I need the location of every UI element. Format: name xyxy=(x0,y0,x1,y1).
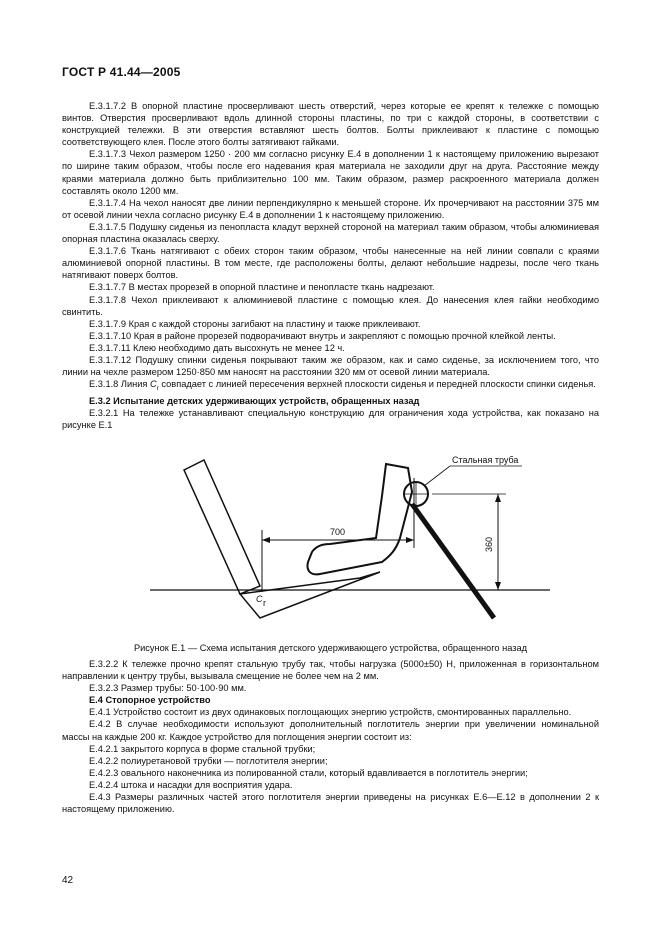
paragraph-e422: Е.4.2.2 полиуретановой трубки — поглотителя энергии; xyxy=(89,755,328,766)
paragraph-e3177: Е.3.1.7.7 В местах прорезей в опорной пластине и пенопласте ткань надрезают. xyxy=(89,282,435,293)
paragraph-e3172: Е.3.1.7.2 В опорной пластине просверливают шесть отверстий, через которые ее крепят к тележке с помощью винтов. Отверстия просверливают вдоль длинной стороны пластины, по три с каждой стороны, в соответствии с конструкцией тележки. В эти отверстия вставляют шесть болтов. Болты приклеивают к пластине с помощью соответствующего клея. После этого болты затягивают гайками. xyxy=(62,101,599,148)
paragraph-e31712: Е.3.1.7.12 Подушку спинки сиденья покрывают таким же образом, как и само сиденье, за исключением того, что линии на чехле размером 1250·850 мм наносят на расстоянии 320 мм от осевой линии материала. xyxy=(62,354,599,378)
paragraph-e31710: Е.3.1.7.10 Края в районе прорезей подворачивают внутрь и закрепляют с помощью прочной клейкой ленты. xyxy=(89,330,556,341)
dim-360-arrow-top xyxy=(495,494,501,502)
paragraph-e3178: Е.3.1.7.8 Чехол приклеивают к алюминиевой пластине с помощью клея. До нанесения клея гайки необходимо свинтить. xyxy=(62,294,599,317)
figure-e1 xyxy=(150,448,550,630)
paragraph-e322: Е.3.2.2 К тележке прочно крепят стальную трубу так, чтобы нагрузка (5000±50) Н, приложенная в горизонтальном направлении к центру трубы, вызывала смещение не более чем на 2 мм. xyxy=(62,659,599,682)
bottom-text-block xyxy=(62,658,599,815)
top-text-block xyxy=(62,100,599,431)
paragraph-e43: Е.4.3 Размеры различных частей этого поглотителя энергии приведены на рисунках Е.6—Е.12 в дополнении 2 к настоящему приложению. xyxy=(62,792,599,815)
pipe-label: Стальная труба xyxy=(452,455,519,465)
paragraph-e424: Е.4.2.4 штока и насадки для восприятия удара. xyxy=(89,779,293,790)
dim-700-label: 700 xyxy=(330,527,346,537)
dim-700-arrow-left xyxy=(262,537,270,543)
paragraph-e41: Е.4.1 Устройство состоит из двух одинаковых поглощающих энергию устройств, смонтированных параллельно. xyxy=(89,707,572,718)
paragraph-e3173: Е.3.1.7.3 Чехол размером 1250 · 200 мм согласно рисунку Е.4 в дополнении 1 к настоящему приложению вырезают по ширине таким образом, чтобы после его надевания края материала не заходили друг на друга. Расстояние между краями материала должно быть приблизительно 100 мм. Таким образом, размер раскроенного материала должен составлять около 1200 мм. xyxy=(62,149,599,196)
paragraph-e3179: Е.3.1.7.9 Края с каждой стороны загибают на пластину и также приклеивают. xyxy=(89,318,421,329)
child-seat xyxy=(308,464,413,574)
paragraph-e31711: Е.3.1.7.11 Клею необходимо дать высохнуть не менее 12 ч. xyxy=(89,342,345,353)
paragraph-e321: Е.3.2.1 На тележке устанавливают специальную конструкцию для ограничения хода устройства, как показано на рисунке Е.1 xyxy=(62,408,599,431)
paragraph-e3176: Е.3.1.7.6 Ткань натягивают с обеих сторон таким образом, чтобы нанесенные на ней линии совпали с краями алюминиевой опорной пластины. В том месте, где расположены болты, делают небольшие надрезы, после чего ткань натягивают поверх болтов. xyxy=(62,246,599,281)
cr-text-after: совпадает с линией пересечения верхней плоскости сиденья и передней плоскости спинки сиденья. xyxy=(158,379,596,390)
paragraph-e3174: Е.3.1.7.4 На чехол наносят две линии перпендикулярно к меньшей стороне. Их прочерчивают на расстоянии 375 мм от осевой линии чехла согласно рисунку Е.4 в дополнении 1 к настоящему приложению. xyxy=(62,197,599,220)
page-number: 42 xyxy=(62,875,74,886)
paragraph-e421: Е.4.2.1 закрытого корпуса в форме стальной трубки; xyxy=(89,743,316,754)
paragraph-e423: Е.4.2.3 овального наконечника из полированной стали, который вдавливается в поглотитель энергии; xyxy=(89,767,528,778)
heading-e4: Е.4 Стопорное устройство xyxy=(89,695,211,706)
heading-e32: Е.3.2 Испытание детских удерживающих устройств, обращенных назад xyxy=(89,396,420,407)
cr-sub: r xyxy=(156,385,159,392)
stand-backrest xyxy=(184,460,260,594)
figure-e1-drawing xyxy=(150,448,550,630)
dim-360-arrow-bottom xyxy=(495,582,501,590)
figure-cr-sub: r xyxy=(263,598,266,608)
paragraph-e3175: Е.3.1.7.5 Подушку сиденья из пенопласта кладут верхней стороной на материал таким образом, чтобы алюминиевая опорная пластина оказалась сверху. xyxy=(62,221,599,245)
paragraph-e323: Е.3.2.3 Размер трубы: 50·100·90 мм. xyxy=(89,683,247,694)
pipe-label-leader xyxy=(424,466,450,486)
dim-360-label: 360 xyxy=(484,536,494,552)
figure-caption: Рисунок Е.1 — Схема испытания детского удерживающего устройства, обращенного назад xyxy=(133,643,528,653)
dim-700-arrow-right xyxy=(406,537,414,543)
figure-cr-letter: C xyxy=(256,594,263,604)
paragraph-e318 xyxy=(62,378,599,395)
page-header: ГОСТ Р 41.44—2005 xyxy=(62,65,181,79)
paragraph-e42: Е.4.2 В случае необходимости используют дополнительный поглотитель энергии при увеличении номинальной массы на каждые 200 кг. Каждое устройство для поглощения энергии состоит из: xyxy=(62,719,599,742)
pipe-support-strut xyxy=(412,504,494,618)
cr-text-before: Е.3.1.8 Линия xyxy=(89,379,150,390)
cr-letter: C xyxy=(149,379,157,390)
